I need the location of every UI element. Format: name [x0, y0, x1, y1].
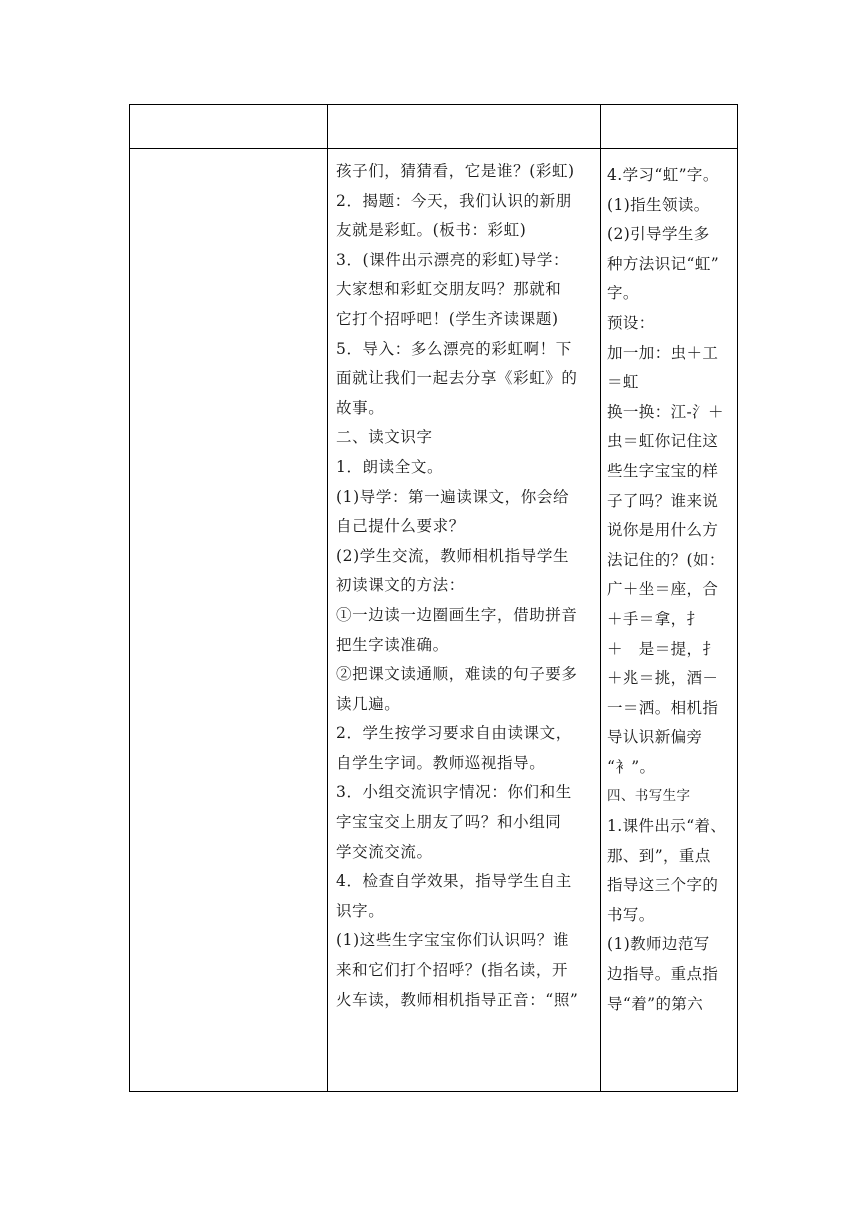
text-line: 3．(课件出示漂亮的彩虹)导学： — [336, 250, 570, 269]
section-heading: 四、书写生字 — [607, 788, 691, 805]
body-cell-right — [607, 161, 737, 1089]
text-line: 大家想和彩虹交朋友吗？那就和 — [336, 280, 562, 299]
text-line: 2．学生按学习要求自由读课文， — [336, 724, 572, 743]
text-line: ＋ 是＝提，扌 — [607, 639, 719, 658]
text-line: 换一换：江-氵＋ — [607, 402, 724, 421]
section-heading: 二、读文识字 — [336, 428, 433, 447]
text-line: (2)学生交流，教师相机指导学生 — [336, 546, 570, 565]
text-line: 种方法识记“虹” — [607, 254, 720, 273]
text-line: 边指导。重点指 — [607, 965, 719, 984]
column-divider-1 — [327, 105, 328, 1091]
text-line: 法记住的？(如： — [607, 550, 725, 569]
text-line: (1)这些生字宝宝你们认识吗？谁 — [336, 931, 570, 950]
header-cell-right — [601, 105, 737, 148]
text-line: 自学生字词。教师巡视指导。 — [336, 753, 546, 772]
text-line: 一＝洒。相机指 — [607, 698, 719, 717]
text-line: 那、到”，重点 — [607, 846, 711, 865]
text-line: 来和它们打个招呼？(指名读，开 — [336, 961, 569, 980]
text-line: 说你是用什么方 — [607, 521, 719, 540]
lesson-plan-table — [129, 104, 738, 1092]
text-line: (1)指生领读。 — [607, 195, 710, 214]
text-line: ＋兆＝挑，酒－ — [607, 669, 719, 688]
header-row-divider — [130, 148, 737, 149]
text-line: 预设： — [607, 313, 655, 332]
text-line: 指导这三个字的 — [607, 876, 719, 895]
text-line: 字。 — [607, 284, 639, 303]
text-line: 加一加：虫＋工 — [607, 343, 719, 362]
text-line: 它打个招呼吧！(学生齐读课题) — [336, 309, 559, 328]
text-line: (2)引导学生多 — [607, 225, 710, 244]
text-line: 5．导入：多么漂亮的彩虹啊！下 — [336, 339, 572, 358]
text-line: 字宝宝交上朋友了吗？和小组同 — [336, 813, 562, 832]
text-line: “衤”。 — [607, 757, 656, 776]
text-line: 虫＝虹你记住这 — [607, 432, 719, 451]
text-line: (1)教师边范写 — [607, 935, 710, 954]
text-line: 火车读，教师相机指导正音：“照” — [336, 990, 579, 1009]
text-line: 1．朗读全文。 — [336, 457, 444, 476]
text-line: 1.课件出示“着、 — [607, 817, 727, 836]
text-line: 孩子们，猜猜看，它是谁？(彩虹) — [336, 162, 575, 180]
text-line: 导认识新偏旁 — [607, 728, 703, 747]
text-line: (1)导学：第一遍读课文，你会给 — [336, 487, 570, 506]
text-line: 广＋坐＝座，合 — [607, 580, 719, 599]
header-cell-middle — [328, 105, 600, 148]
text-line: 自己提什么要求？ — [336, 517, 465, 536]
text-line: ②把课文读通顺，难读的句子要多 — [336, 665, 578, 684]
text-line: 子了吗？谁来说 — [607, 491, 719, 510]
text-line: 2．揭题：今天，我们认识的新朋 — [336, 191, 572, 210]
text-line: 把生字读准确。 — [336, 635, 449, 654]
text-line: 读几遍。 — [336, 694, 401, 713]
body-cell-middle — [336, 157, 598, 1089]
text-line: ＝虹 — [607, 373, 639, 392]
column-divider-2 — [600, 105, 601, 1091]
text-line: 友就是彩虹。(板书：彩虹) — [336, 221, 527, 240]
text-line: 导“着”的第六 — [607, 994, 704, 1013]
text-line: 学交流交流。 — [336, 842, 433, 861]
text-line: 识字。 — [336, 901, 385, 920]
text-line: 初读课文的方法： — [336, 576, 465, 595]
text-line: ＋手＝拿，扌 — [607, 609, 703, 628]
text-line: 4．检查自学效果，指导学生自主 — [336, 872, 572, 891]
text-line: 书写。 — [607, 905, 655, 924]
text-line: 4.学习“虹”字。 — [607, 166, 719, 184]
text-line: 些生字宝宝的样 — [607, 461, 719, 480]
text-line: 面就让我们一起去分享《彩虹》的 — [336, 369, 578, 388]
header-cell-left — [130, 105, 327, 148]
body-cell-left — [130, 150, 327, 1090]
text-line: 3．小组交流识字情况：你们和生 — [336, 783, 572, 802]
text-line: 故事。 — [336, 398, 385, 417]
text-line: ①一边读一边圈画生字，借助拼音 — [336, 605, 578, 624]
